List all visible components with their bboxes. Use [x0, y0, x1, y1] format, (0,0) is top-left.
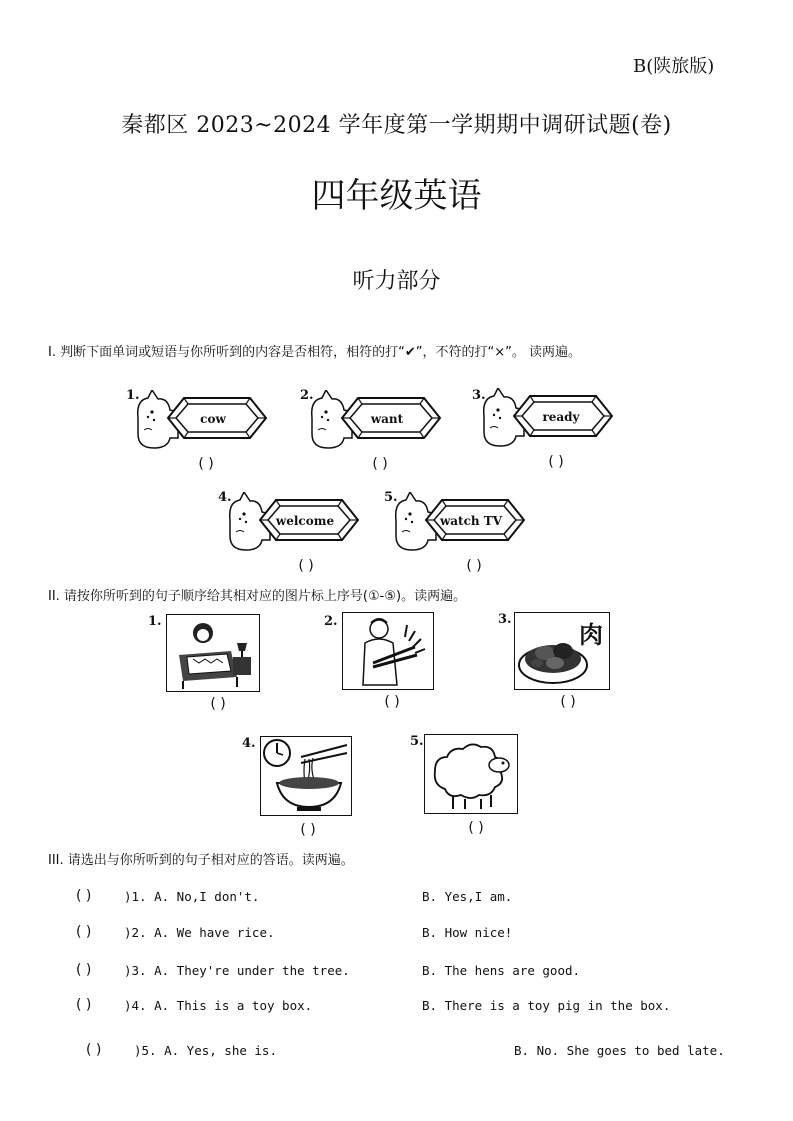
- s2-item1-answer[interactable]: ( ): [210, 696, 226, 712]
- q4-answer-paren[interactable]: ( ): [76, 997, 92, 1013]
- s2-item3-answer[interactable]: ( ): [560, 694, 576, 710]
- section2-instruction: II. 请按你所听到的句子顺序给其相对应的图片标上序号(①-⑤)。读两遍。: [48, 589, 467, 604]
- s1-item3-answer[interactable]: ( ): [548, 454, 564, 470]
- s1-item1-answer[interactable]: ( ): [198, 456, 214, 472]
- s2-item1-number: 1.: [148, 614, 162, 629]
- q2-option-b: B. How nice!: [422, 925, 513, 940]
- sheep-icon: [424, 734, 518, 814]
- q5-answer-paren[interactable]: ( ): [86, 1042, 102, 1058]
- meat-label: 肉: [579, 621, 603, 649]
- edition-label: B(陕旅版): [633, 56, 715, 77]
- q1-option-a: )1. A. No,I don't.: [124, 889, 260, 904]
- s2-item4-answer[interactable]: ( ): [300, 822, 316, 838]
- s1-item5-number: 5.: [384, 490, 398, 505]
- s1-item2-answer[interactable]: ( ): [372, 456, 388, 472]
- q4-option-a: )4. A. This is a toy box.: [124, 998, 313, 1013]
- q4-option-b: B. There is a toy pig in the box.: [422, 998, 671, 1013]
- part-title: 听力部分: [352, 269, 441, 294]
- s1-item1-number: 1.: [126, 388, 140, 403]
- s1-item2-number: 2.: [300, 388, 314, 403]
- noodles-clock-icon: [260, 736, 352, 816]
- s2-item5-answer[interactable]: ( ): [468, 820, 484, 836]
- s1-item5-answer[interactable]: ( ): [466, 558, 482, 574]
- s1-item1-word: cow: [200, 412, 226, 426]
- s2-item2-answer[interactable]: ( ): [384, 694, 400, 710]
- q5-option-a: )5. A. Yes, she is.: [134, 1043, 277, 1058]
- s1-item5-word: watch TV: [439, 514, 503, 528]
- s2-item3-number: 3.: [498, 612, 512, 627]
- s1-item4-word: welcome: [275, 514, 335, 528]
- exam-title: 秦都区 2023~2024 学年度第一学期期中调研试题(卷): [121, 113, 672, 138]
- q2-option-a: )2. A. We have rice.: [124, 925, 275, 940]
- q2-answer-paren[interactable]: ( ): [76, 924, 92, 940]
- q1-answer-paren[interactable]: ( ): [76, 888, 92, 904]
- q5-option-b: B. No. She goes to bed late.: [514, 1043, 725, 1058]
- section1-instruction: I. 判断下面单词或短语与你所听到的内容是否相符，相符的打“✔”，不符的打“×”。 读两遍。: [48, 345, 581, 360]
- s1-item2-word: want: [370, 412, 404, 426]
- subject-title: 四年级英语: [311, 176, 482, 216]
- s2-item2-number: 2.: [324, 614, 338, 629]
- s2-item4-number: 4.: [242, 736, 256, 751]
- s1-item4-number: 4.: [218, 490, 232, 505]
- s1-item4-answer[interactable]: ( ): [298, 558, 314, 574]
- q3-option-b: B. The hens are good.: [422, 963, 581, 978]
- bedroom-icon: [166, 614, 260, 692]
- meat-dish-icon: [514, 612, 610, 690]
- s2-item5-number: 5.: [410, 734, 424, 749]
- q3-option-a: )3. A. They're under the tree.: [124, 963, 350, 978]
- s1-item3-number: 3.: [472, 388, 486, 403]
- farmer-wheat-icon: [342, 612, 434, 690]
- q1-option-b: B. Yes,I am.: [422, 889, 513, 904]
- q3-answer-paren[interactable]: ( ): [76, 962, 92, 978]
- section3-instruction: III. 请选出与你所听到的句子相对应的答语。读两遍。: [48, 853, 354, 868]
- s1-item3-word: ready: [542, 410, 580, 424]
